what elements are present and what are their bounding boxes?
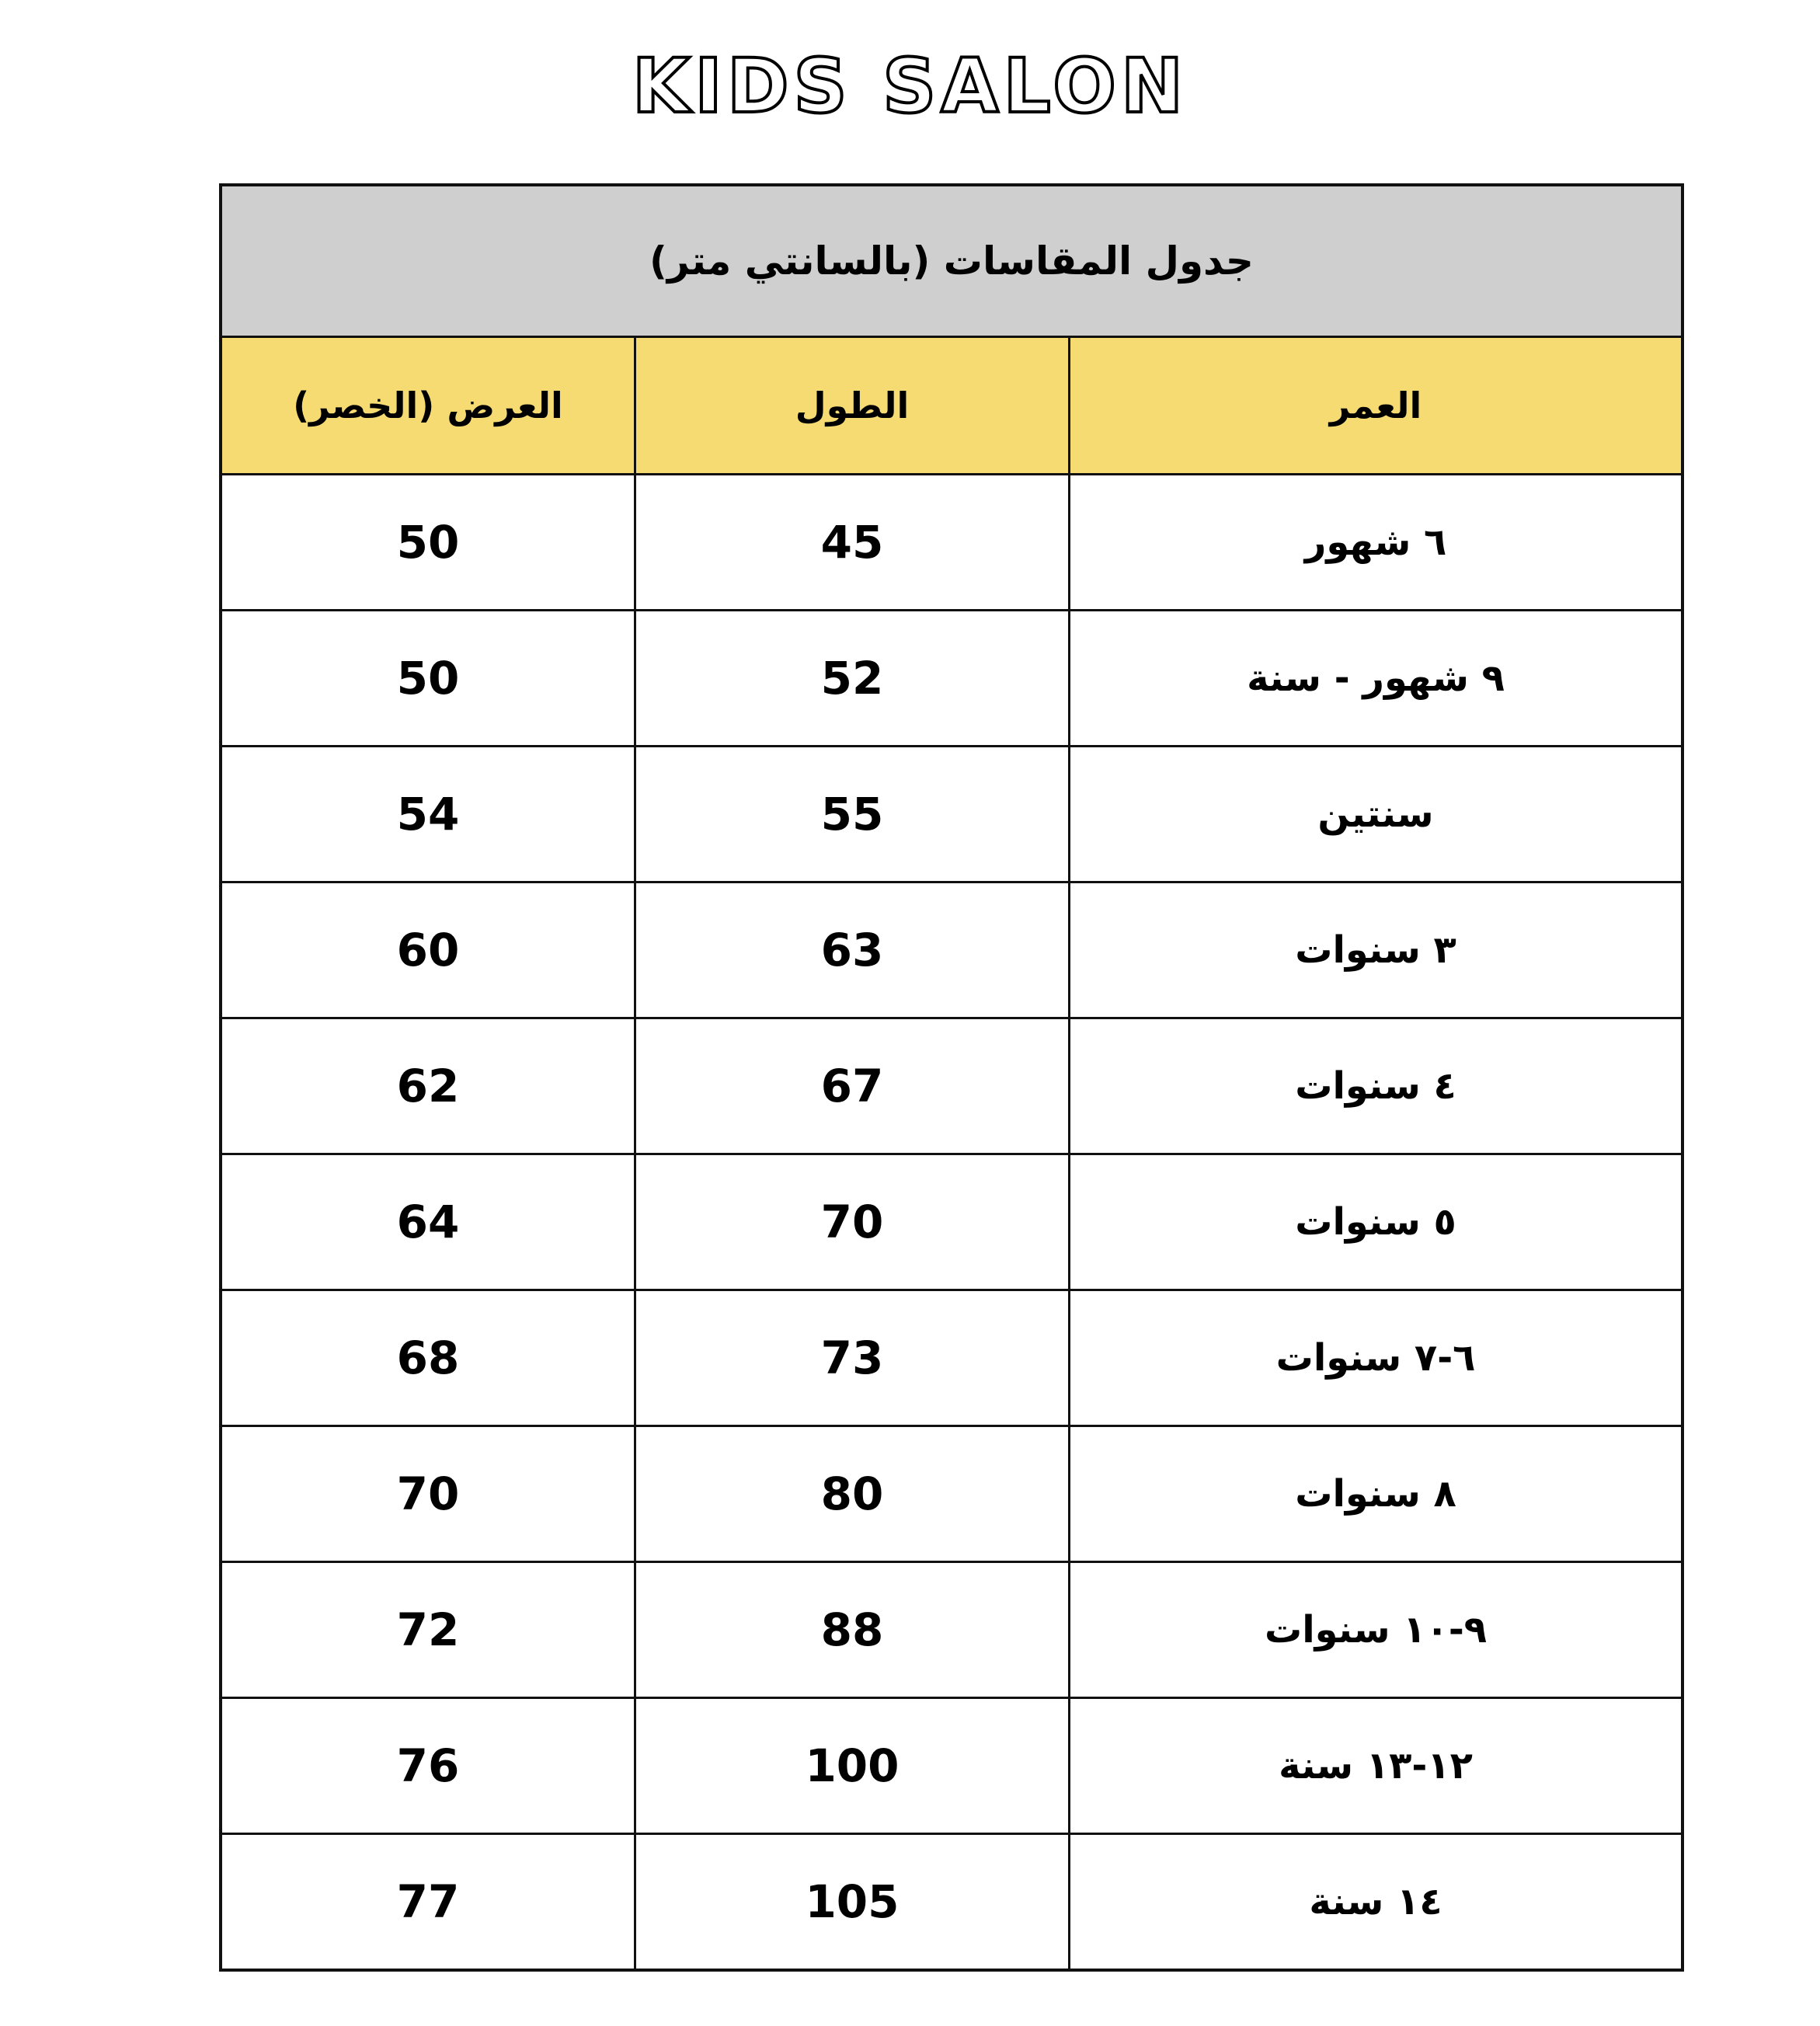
cell-length: 105 — [635, 1834, 1069, 1971]
cell-width: 70 — [221, 1426, 635, 1562]
table-row — [221, 1018, 1683, 1154]
cell-width: 68 — [221, 1290, 635, 1426]
cell-length: 70 — [635, 1154, 1069, 1290]
cell-length: 73 — [635, 1290, 1069, 1426]
cell-age: ١٤ سنة — [1070, 1834, 1683, 1971]
cell-width: 64 — [221, 1154, 635, 1290]
cell-age: ٨ سنوات — [1070, 1426, 1683, 1562]
cell-length: 67 — [635, 1018, 1069, 1154]
cell-width: 60 — [221, 882, 635, 1018]
cell-width: 72 — [221, 1562, 635, 1698]
cell-length: 100 — [635, 1698, 1069, 1834]
table-row — [221, 1834, 1683, 1971]
table-row — [221, 611, 1683, 747]
cell-age: ٥ سنوات — [1070, 1154, 1683, 1290]
cell-length: 55 — [635, 747, 1069, 882]
cell-length: 63 — [635, 882, 1069, 1018]
table-row — [221, 1562, 1683, 1698]
size-chart-table — [219, 183, 1684, 1972]
cell-width: 77 — [221, 1834, 635, 1971]
cell-width: 76 — [221, 1698, 635, 1834]
cell-age: ٩-١٠ سنوات — [1070, 1562, 1683, 1698]
header-width: العرض (الخصر) — [221, 337, 635, 475]
header-age: العمر — [1070, 337, 1683, 475]
cell-age: ٤ سنوات — [1070, 1018, 1683, 1154]
cell-width: 50 — [221, 475, 635, 611]
cell-width: 62 — [221, 1018, 635, 1154]
table-row — [221, 1154, 1683, 1290]
cell-length: 88 — [635, 1562, 1069, 1698]
cell-length: 52 — [635, 611, 1069, 747]
cell-age: ٣ سنوات — [1070, 882, 1683, 1018]
cell-length: 80 — [635, 1426, 1069, 1562]
cell-width: 50 — [221, 611, 635, 747]
cell-width: 54 — [221, 747, 635, 882]
cell-age: ٩ شهور - سنة — [1070, 611, 1683, 747]
table-row — [221, 475, 1683, 611]
table-row — [221, 882, 1683, 1018]
table-row — [221, 1290, 1683, 1426]
table-row — [221, 747, 1683, 882]
cell-length: 45 — [635, 475, 1069, 611]
cell-age: ١٢-١٣ سنة — [1070, 1698, 1683, 1834]
table-row — [221, 1426, 1683, 1562]
brand-logo: KIDS SALON — [632, 43, 1188, 130]
table-title: جدول المقاسات (بالسانتي متر) — [221, 185, 1683, 337]
cell-age: ٦-٧ سنوات — [1070, 1290, 1683, 1426]
header-length: الطول — [635, 337, 1069, 475]
cell-age: ٦ شهور — [1070, 475, 1683, 611]
cell-age: سنتين — [1070, 747, 1683, 882]
table-row — [221, 1698, 1683, 1834]
